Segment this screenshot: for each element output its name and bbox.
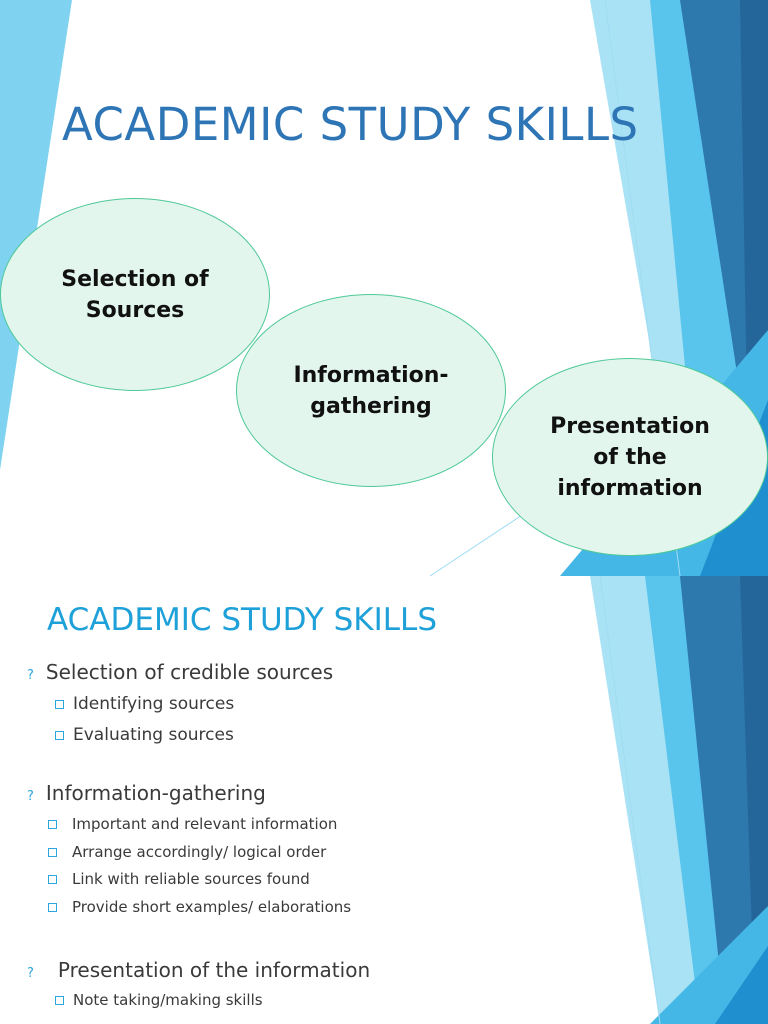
bullet-glyph: ? xyxy=(27,668,34,683)
square-bullet-icon xyxy=(48,903,57,912)
list-item xyxy=(55,725,234,745)
square-bullet-icon xyxy=(55,996,64,1005)
ellipse-label: Selection of Sources xyxy=(61,266,209,323)
ellipse-information-gathering xyxy=(236,294,506,487)
item-text: Provide short examples/ elaborations xyxy=(72,898,352,916)
list-item xyxy=(55,694,234,714)
ellipse-label: Information- gathering xyxy=(293,362,449,419)
square-bullet-icon xyxy=(48,820,57,829)
item-text: Note taking/making skills xyxy=(73,991,263,1009)
item-text: Link with reliable sources found xyxy=(72,870,310,888)
list-item xyxy=(48,898,351,916)
square-bullet-icon xyxy=(48,848,57,857)
ellipse-label: Presentation of the information xyxy=(550,413,710,501)
slide-1-title: ACADEMIC STUDY SKILLS xyxy=(62,98,639,151)
square-bullet-icon xyxy=(55,700,64,709)
list-item xyxy=(55,991,263,1009)
item-text: Identifying sources xyxy=(73,694,235,714)
bullet-heading xyxy=(27,781,266,805)
square-bullet-icon xyxy=(55,731,64,740)
list-item xyxy=(48,870,310,888)
item-text: Evaluating sources xyxy=(73,725,234,745)
heading-text: Presentation of the information xyxy=(57,958,371,982)
square-bullet-icon xyxy=(48,875,57,884)
list-item xyxy=(48,843,326,861)
bullet-heading xyxy=(27,660,333,684)
ellipse-selection-of-sources xyxy=(0,198,270,391)
list-item xyxy=(48,815,337,833)
item-text: Important and relevant information xyxy=(72,815,338,833)
bullet-glyph: ? xyxy=(27,966,34,981)
bullet-heading xyxy=(27,958,370,982)
bullet-glyph: ? xyxy=(27,789,34,804)
slide-2-title: ACADEMIC STUDY SKILLS xyxy=(47,602,437,638)
heading-text: Selection of credible sources xyxy=(45,660,334,684)
heading-text: Information-gathering xyxy=(45,781,266,805)
ellipse-presentation xyxy=(492,358,768,556)
item-text: Arrange accordingly/ logical order xyxy=(72,843,327,861)
